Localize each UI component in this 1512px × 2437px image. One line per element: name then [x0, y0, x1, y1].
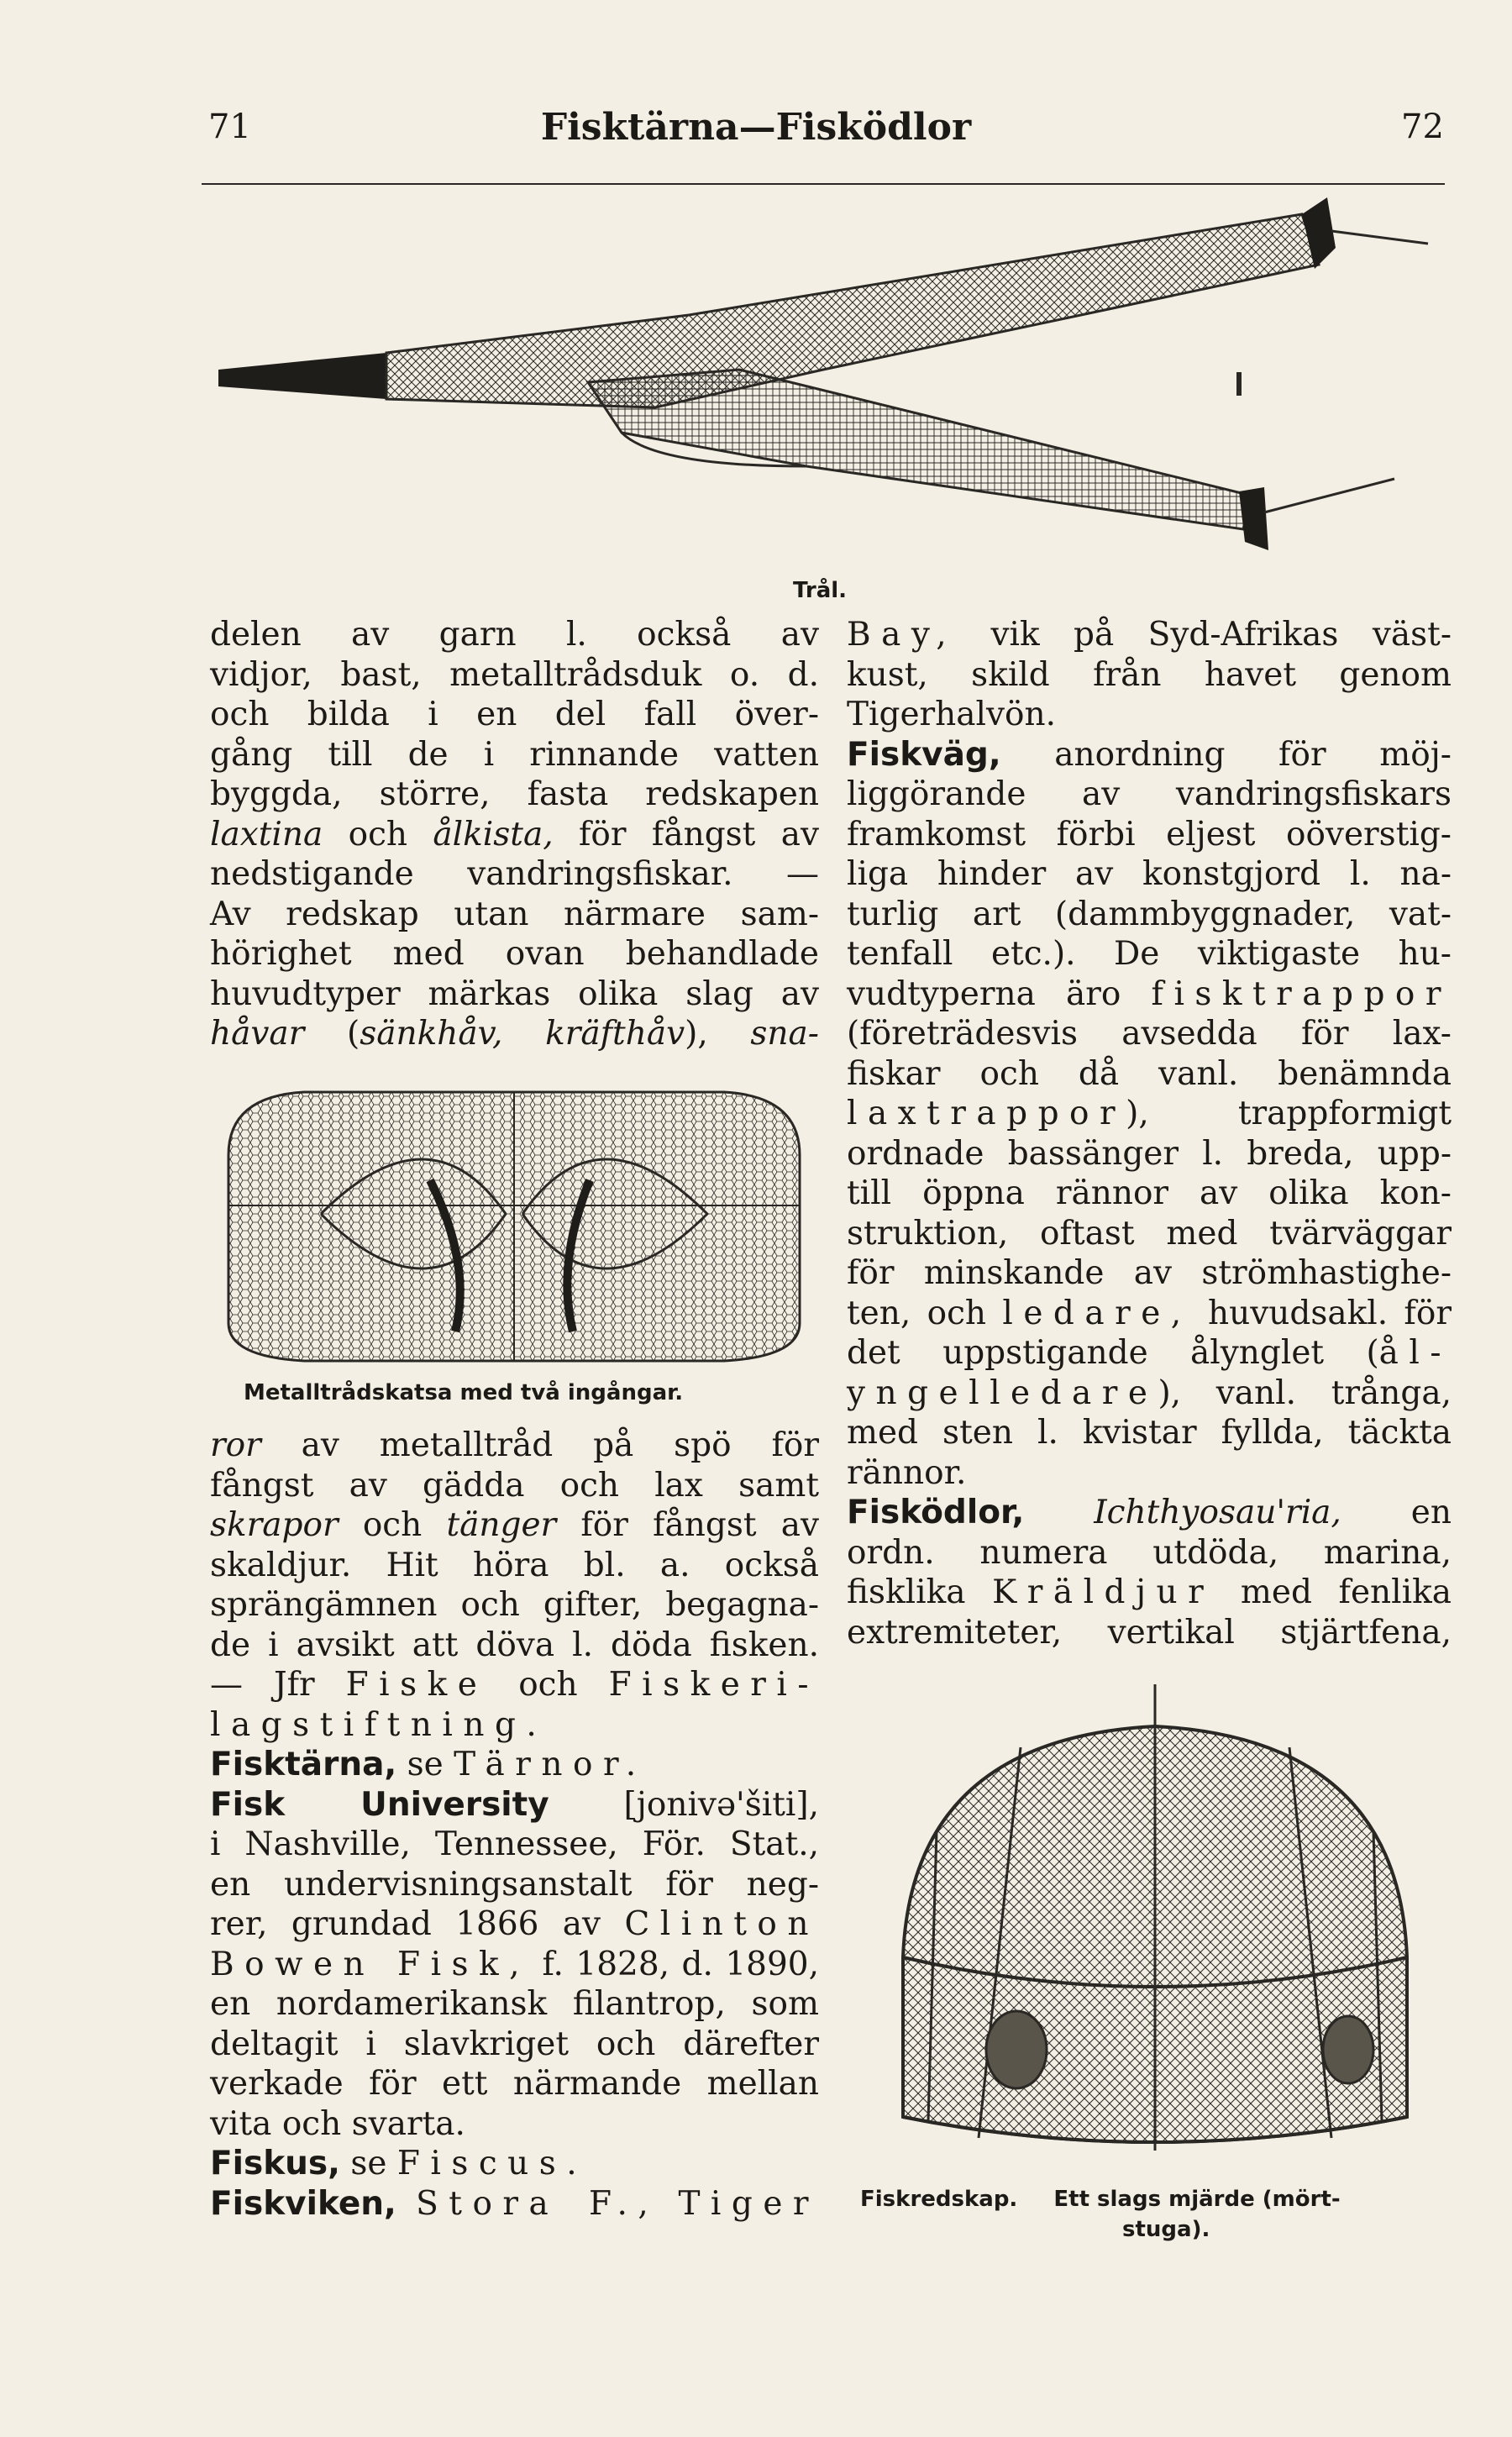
- text-line: ten, och ledare, huvudsakl. för: [847, 1294, 1452, 1332]
- text-line: fångst av gädda och lax samt: [210, 1466, 819, 1505]
- page-number-right: 72: [1401, 108, 1444, 146]
- text-line: fisklika Kräldjur med fenlika: [847, 1573, 1452, 1611]
- text-line: för minskande av strömhastighe-: [847, 1254, 1452, 1292]
- text-line: nedstigande vandringsfiskar. —: [210, 855, 819, 893]
- text-line: håvar (sänkhåv, kräfthåv), sna-: [210, 1015, 819, 1053]
- entry-fisktarna: Fisktärna, se Tärnor.: [210, 1746, 647, 1783]
- text-line: rer, grundad 1866 av Clinton: [210, 1905, 819, 1943]
- text-line: de i avsikt att döva l. döda fisken.: [210, 1626, 819, 1664]
- text-line: kust, skild från havet genom: [847, 655, 1452, 694]
- text-line: skaldjur. Hit höra bl. a. också: [210, 1546, 819, 1584]
- text-line: lagstiftning.: [210, 1705, 548, 1744]
- text-line: yngelledare), vanl. trånga,: [847, 1373, 1452, 1412]
- running-head: Fisktärna—Fisködlor: [540, 106, 972, 149]
- text-line: huvudtyper märkas olika slag av: [210, 974, 819, 1013]
- text-line: turlig art (dammbyggnader, vat-: [847, 895, 1452, 933]
- text-line: en undervisningsanstalt för neg-: [210, 1865, 819, 1904]
- text-line: i Nashville, Tennessee, För. Stat.,: [210, 1825, 819, 1863]
- entry-fiskvag: Fiskväg, anordning för möj-: [847, 735, 1452, 774]
- page-number-left: 71: [208, 108, 251, 146]
- text-line: med sten l. kvistar fyllda, täckta: [847, 1414, 1452, 1452]
- text-line: vudtyperna äro fisktrappor: [847, 974, 1452, 1013]
- header-rule: [202, 183, 1445, 185]
- entry-fisk-university: Fisk University [jonivə'šiti],: [210, 1785, 819, 1824]
- text-line: extremiteter, vertikal stjärtfena,: [847, 1613, 1452, 1652]
- text-line: verkade för ett närmande mellan: [210, 2065, 819, 2103]
- text-line: Tigerhalvön.: [847, 696, 1057, 733]
- text-line: Bowen Fisk, f. 1828, d. 1890,: [210, 1945, 819, 1983]
- text-line: ror av metalltråd på spö för: [210, 1426, 819, 1464]
- text-line: laxtrappor), trappformigt: [847, 1095, 1452, 1132]
- text-line: ordnade bassänger l. breda, upp-: [847, 1134, 1452, 1173]
- fish-trap-caption-title: Fiskredskap.: [860, 2187, 1018, 2212]
- left-column-bottom: [210, 1426, 819, 2224]
- text-line: det uppstigande ålynglet (ål-: [847, 1334, 1452, 1372]
- text-line: ordn. numera utdöda, marina,: [847, 1533, 1452, 1572]
- entry-fiskus: Fiskus, se Fiscus.: [210, 2145, 588, 2182]
- text-line: och bilda i en del fall över-: [210, 696, 819, 733]
- text-line: byggda, större, fasta redskapen: [210, 775, 819, 813]
- text-line: vita och svarta.: [210, 2104, 465, 2143]
- trawl-illustration: [218, 197, 1453, 584]
- text-line: gång till de i rinnande vatten: [210, 735, 819, 774]
- text-line: liggörande av vandringsfiskars: [847, 775, 1452, 813]
- fish-trap-caption-text: Ett slags mjärde (mört-: [1053, 2187, 1341, 2212]
- text-line: deltagit i slavkriget och därefter: [210, 2025, 819, 2063]
- trawl-caption: Trål.: [793, 578, 848, 603]
- text-line: sprängämnen och gifter, begagna-: [210, 1586, 819, 1624]
- text-line: tenfall etc.). De viktigaste hu-: [847, 935, 1452, 973]
- text-line: till öppna rännor av olika kon-: [847, 1174, 1452, 1212]
- entry-fiskodlor: Fisködlor, Ichthyosau'ria, en: [847, 1494, 1452, 1531]
- text-line: Bay, vik på Syd-Afrikas väst-: [847, 616, 1452, 654]
- left-column-top: [210, 615, 819, 1054]
- text-line: rännor.: [847, 1453, 967, 1492]
- text-line: en nordamerikansk filantrop, som: [210, 1985, 819, 2023]
- text-line: delen av garn l. också av: [210, 616, 819, 654]
- text-line: laxtina och ålkista, för fångst av: [210, 815, 819, 853]
- text-line: hörighet med ovan behandlade: [210, 935, 819, 973]
- text-line: — Jfr Fiske och Fiskeri-: [210, 1666, 819, 1704]
- text-line: liga hinder av konstgjord l. na-: [847, 855, 1452, 893]
- text-line: Av redskap utan närmare sam-: [210, 895, 819, 933]
- wire-trap-caption: Metalltrådskatsa med två ingångar.: [244, 1380, 684, 1405]
- right-column: [847, 615, 1452, 1652]
- text-line: framkomst förbi eljest oöverstig-: [847, 815, 1452, 853]
- wire-trap-illustration: [220, 1079, 808, 1369]
- entry-fiskviken: Fiskviken, Stora F., Tiger: [210, 2184, 820, 2223]
- text-line: struktion, oftast med tvärväggar: [847, 1214, 1452, 1253]
- fish-trap-caption: [860, 2184, 1457, 2245]
- text-line: fiskar och då vanl. benämnda: [847, 1054, 1452, 1093]
- fish-trap-caption-text-2: stuga).: [1122, 2217, 1210, 2242]
- text-line: skrapor och tänger för fångst av: [210, 1506, 819, 1544]
- text-line: vidjor, bast, metalltrådsduk o. d.: [210, 655, 819, 694]
- fish-trap-illustration: [878, 1680, 1432, 2167]
- text-line: (företrädesvis avsedda för lax-: [847, 1015, 1452, 1053]
